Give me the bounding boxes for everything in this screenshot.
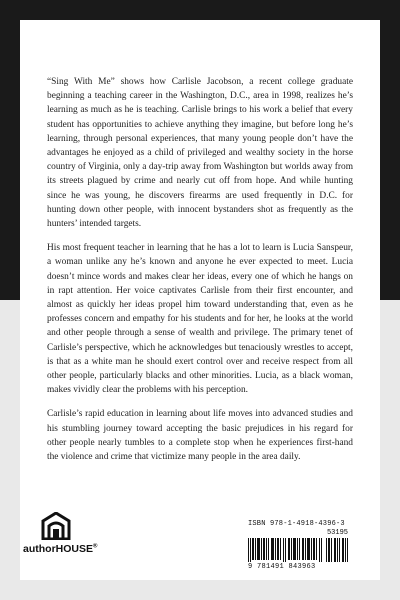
- blurb-paragraph-1: “Sing With Me” shows how Carlisle Jacobson, a recent college graduate beginning a teaching career in the Washington, D.C., area in 1998, realizes he’s learning as much as he is teaching. Carlisle brings to his work a belief that every student has opportunities to achieve anything they imagine, but before long he’s learning, through personal experiences, that many young people don’t have the advantages he enjoyed as a child of privileged and wealthy society in the horse country of Virginia, only a day-trip away from Washington but worlds away from its streets plagued by crime and nearly cut off from hope. And while hunting since he was young, he discovers firearms are used frequently in D.C. for hunting down other people, with innocent bystanders shot as frequently as the hunters’ intended targets.: [47, 77, 353, 230]
- blurb-paragraph-3: Carlisle’s rapid education in learning about life moves into advanced studies and his stumbling journey toward accepting the basic prejudices in his regard for other people nearly tumbles to a complete stop when he experiences first-hand the violence and crime that victimize many people in the area daily.: [47, 409, 353, 463]
- blurb-paragraph-2: His most frequent teacher in learning that he has a lot to learn is Lucia Sanspeur, a woman unlike any he’s known and anyone he ever expected to meet. Lucia doesn’t mince words and makes clear her ideas, every one of which he hangs on in rapt attention. Her voice captivates Carlisle from their first encounter, and almost as quickly her ideas propel him toward understanding that, even as he professes concern and empathy for his students and for her, he looks at the world and other people through a sense of wealth and privilege. The primary tenet of Carlisle’s perspective, which he acknowledges but tenaciously wrestles to accept, is that as a white man he should exert control over and receive respect from all other people, particularly blacks and other minorities. Lucia, as a black woman, makes vividly clear the problems with his perception.: [47, 243, 353, 396]
- publisher-name: authorHOUSE®: [23, 543, 98, 555]
- barcode-digits: 9 781491 843963: [248, 563, 316, 571]
- price-code: 53195: [326, 529, 348, 537]
- back-cover-panel: [20, 20, 380, 580]
- publisher-logo: [23, 512, 113, 562]
- barcode-bars: [248, 538, 323, 562]
- isbn-barcode: [248, 520, 348, 572]
- isbn-label: ISBN 978-1-4918-4396-3: [248, 520, 345, 528]
- price-barcode-bars: [326, 538, 348, 562]
- back-cover-blurb: [47, 75, 353, 464]
- authorhouse-logo-icon: [41, 512, 71, 540]
